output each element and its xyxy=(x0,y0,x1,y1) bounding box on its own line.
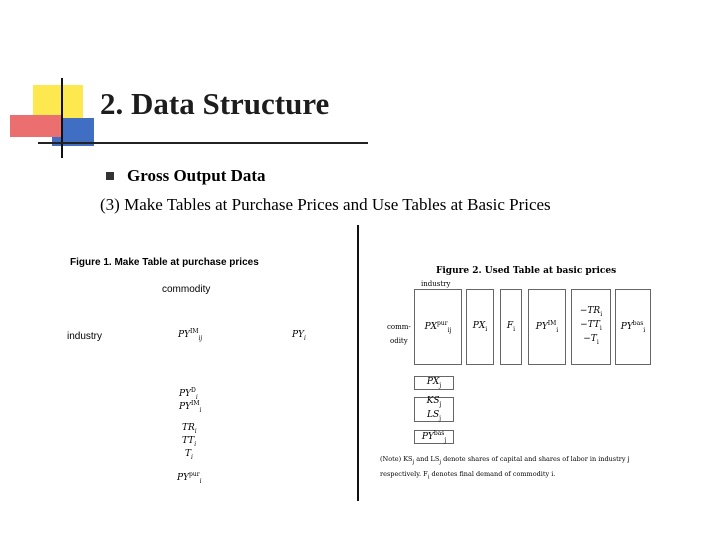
figure2-row-header-1: comm- xyxy=(387,323,411,331)
figure2-col-header: industry xyxy=(421,280,451,288)
figure2-cell-pybas: $PY^{bas}_i$ xyxy=(615,289,651,365)
figure2-cell-pxpur: $PX^{pur}_{ij}$ xyxy=(414,289,462,365)
figure2-cell-px: $PX_i$ xyxy=(466,289,494,365)
figure1-row-header: industry xyxy=(67,331,103,342)
figure2-row-px: $PX_j$ xyxy=(414,376,454,390)
figure1-title: Figure 1. Make Table at purchase prices xyxy=(70,257,259,268)
slide-title: 2. Data Structure xyxy=(100,86,330,121)
figure1-item-tr: $TR_i$ xyxy=(182,423,197,435)
title-underline xyxy=(38,142,368,144)
figure1-col-header: commodity xyxy=(162,284,211,295)
figure2-row-header-2: odity xyxy=(390,337,408,345)
figure1-cell-main: $PY^{IM}_{ij}$ xyxy=(178,328,203,342)
figure1-item-pypur: $PY^{pur}_i$ xyxy=(177,471,202,485)
subheading: (3) Make Tables at Purchase Prices and Use Tables at Basic Prices xyxy=(100,195,551,214)
figure1-item-t: $T_i$ xyxy=(185,449,193,461)
figure1-item-tt: $TT_i$ xyxy=(182,436,197,448)
figure2-row-pybas: $PY^{bas}_j$ xyxy=(414,430,454,444)
bullet-square-icon xyxy=(106,172,114,180)
bullet-text: Gross Output Data xyxy=(127,166,266,185)
figure2-cell-pyim: $PY^{IM}_i$ xyxy=(528,289,566,365)
figure1-item-pyd: $PY^D_i$ xyxy=(179,387,198,401)
decor-red-bar xyxy=(10,115,62,137)
figure1-cell-right: $PY_i$ xyxy=(292,330,306,342)
figure2-title: Figure 2. Used Table at basic prices xyxy=(436,266,617,276)
figure2-cell-deductions: $-TR_i$ $-TT_i$ $-T_i$ xyxy=(571,289,611,365)
decor-vertical-line xyxy=(61,78,63,158)
figure2-row-ks-ls: $KS_j$ $LS_j$ xyxy=(414,397,454,422)
figure1-item-pyim: $PY^{IM}_i$ xyxy=(179,400,202,414)
figure-divider xyxy=(357,225,359,501)
figure2-cell-f: $F_i$ xyxy=(500,289,522,365)
figure2-note: (Note) $KS_j$ and $LS_j$ denote shares of capital and shares of labor in industry j respectively. $F_i$ denotes final demand of commodity i. xyxy=(380,455,630,481)
